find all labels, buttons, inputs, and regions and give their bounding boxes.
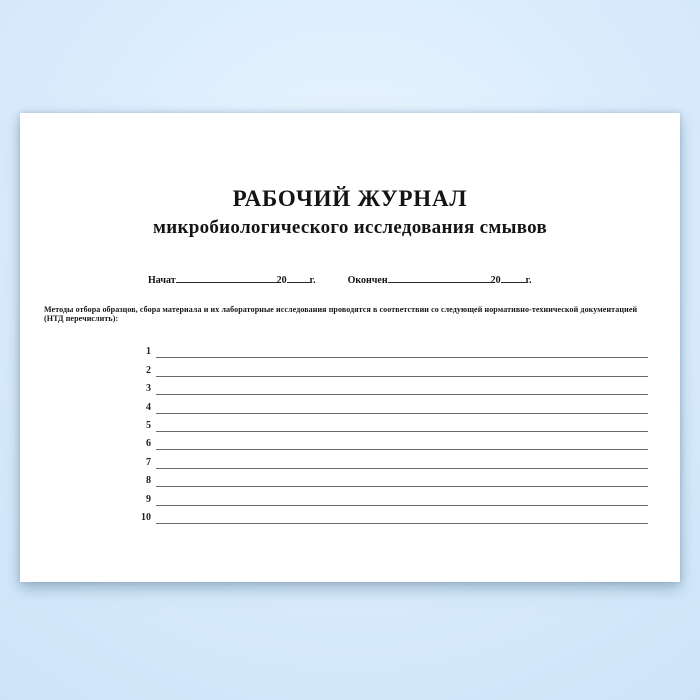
fill-in-line bbox=[156, 449, 648, 450]
line-number: 2 bbox=[146, 364, 151, 376]
finished-label: Окончен bbox=[347, 275, 388, 286]
started-label: Начат bbox=[148, 275, 176, 286]
page-title: РАБОЧИЙ ЖУРНАЛ bbox=[232, 186, 468, 211]
started-date-blank bbox=[176, 273, 277, 283]
numbered-line-row bbox=[130, 401, 648, 419]
line-number: 1 bbox=[146, 346, 151, 358]
numbered-line-row bbox=[130, 475, 648, 493]
line-number: 3 bbox=[146, 383, 151, 395]
line-number: 4 bbox=[146, 401, 151, 413]
line-number: 8 bbox=[146, 475, 151, 487]
date-fields-row bbox=[148, 273, 532, 286]
numbered-line-row bbox=[130, 420, 648, 438]
fill-in-line bbox=[156, 505, 648, 506]
numbered-line-row bbox=[130, 438, 648, 456]
finished-date-blank bbox=[388, 273, 491, 283]
started-year-suffix: г. bbox=[309, 275, 316, 286]
numbered-line-row bbox=[130, 346, 648, 364]
line-number: 5 bbox=[146, 419, 151, 431]
fill-in-line bbox=[156, 376, 648, 377]
line-number: 7 bbox=[146, 456, 151, 468]
finished-year-blank bbox=[501, 273, 526, 283]
started-year-blank bbox=[287, 273, 310, 283]
numbered-line-row bbox=[130, 364, 648, 382]
ntd-note bbox=[44, 305, 637, 324]
fill-in-line bbox=[156, 394, 648, 395]
page-subtitle: микробиологического исследования смывов bbox=[152, 217, 548, 238]
started-year-prefix: 20 bbox=[276, 275, 287, 286]
fill-in-line bbox=[156, 357, 648, 358]
finished-year-suffix: г. bbox=[525, 275, 532, 286]
fill-in-line bbox=[156, 486, 648, 487]
line-number: 10 bbox=[141, 511, 151, 523]
numbered-lines bbox=[130, 346, 648, 530]
fill-in-line bbox=[156, 523, 648, 524]
finished-year-prefix: 20 bbox=[490, 275, 501, 286]
fill-in-line bbox=[156, 468, 648, 469]
numbered-line-row bbox=[130, 493, 648, 511]
ntd-note-line2: (НТД перечислить): bbox=[44, 314, 119, 324]
fill-in-line bbox=[156, 413, 648, 414]
numbered-line-row bbox=[130, 456, 648, 474]
line-number: 9 bbox=[146, 493, 151, 505]
numbered-line-row bbox=[130, 512, 648, 530]
journal-cover-page bbox=[20, 113, 680, 582]
ntd-note-line1: Методы отбора образцов, сбора материала и их лабораторные исследования проводятся в соответствии со следующей нормативно-технической документацией bbox=[44, 305, 638, 314]
line-number: 6 bbox=[146, 438, 151, 450]
numbered-line-row bbox=[130, 383, 648, 401]
fill-in-line bbox=[156, 431, 648, 432]
